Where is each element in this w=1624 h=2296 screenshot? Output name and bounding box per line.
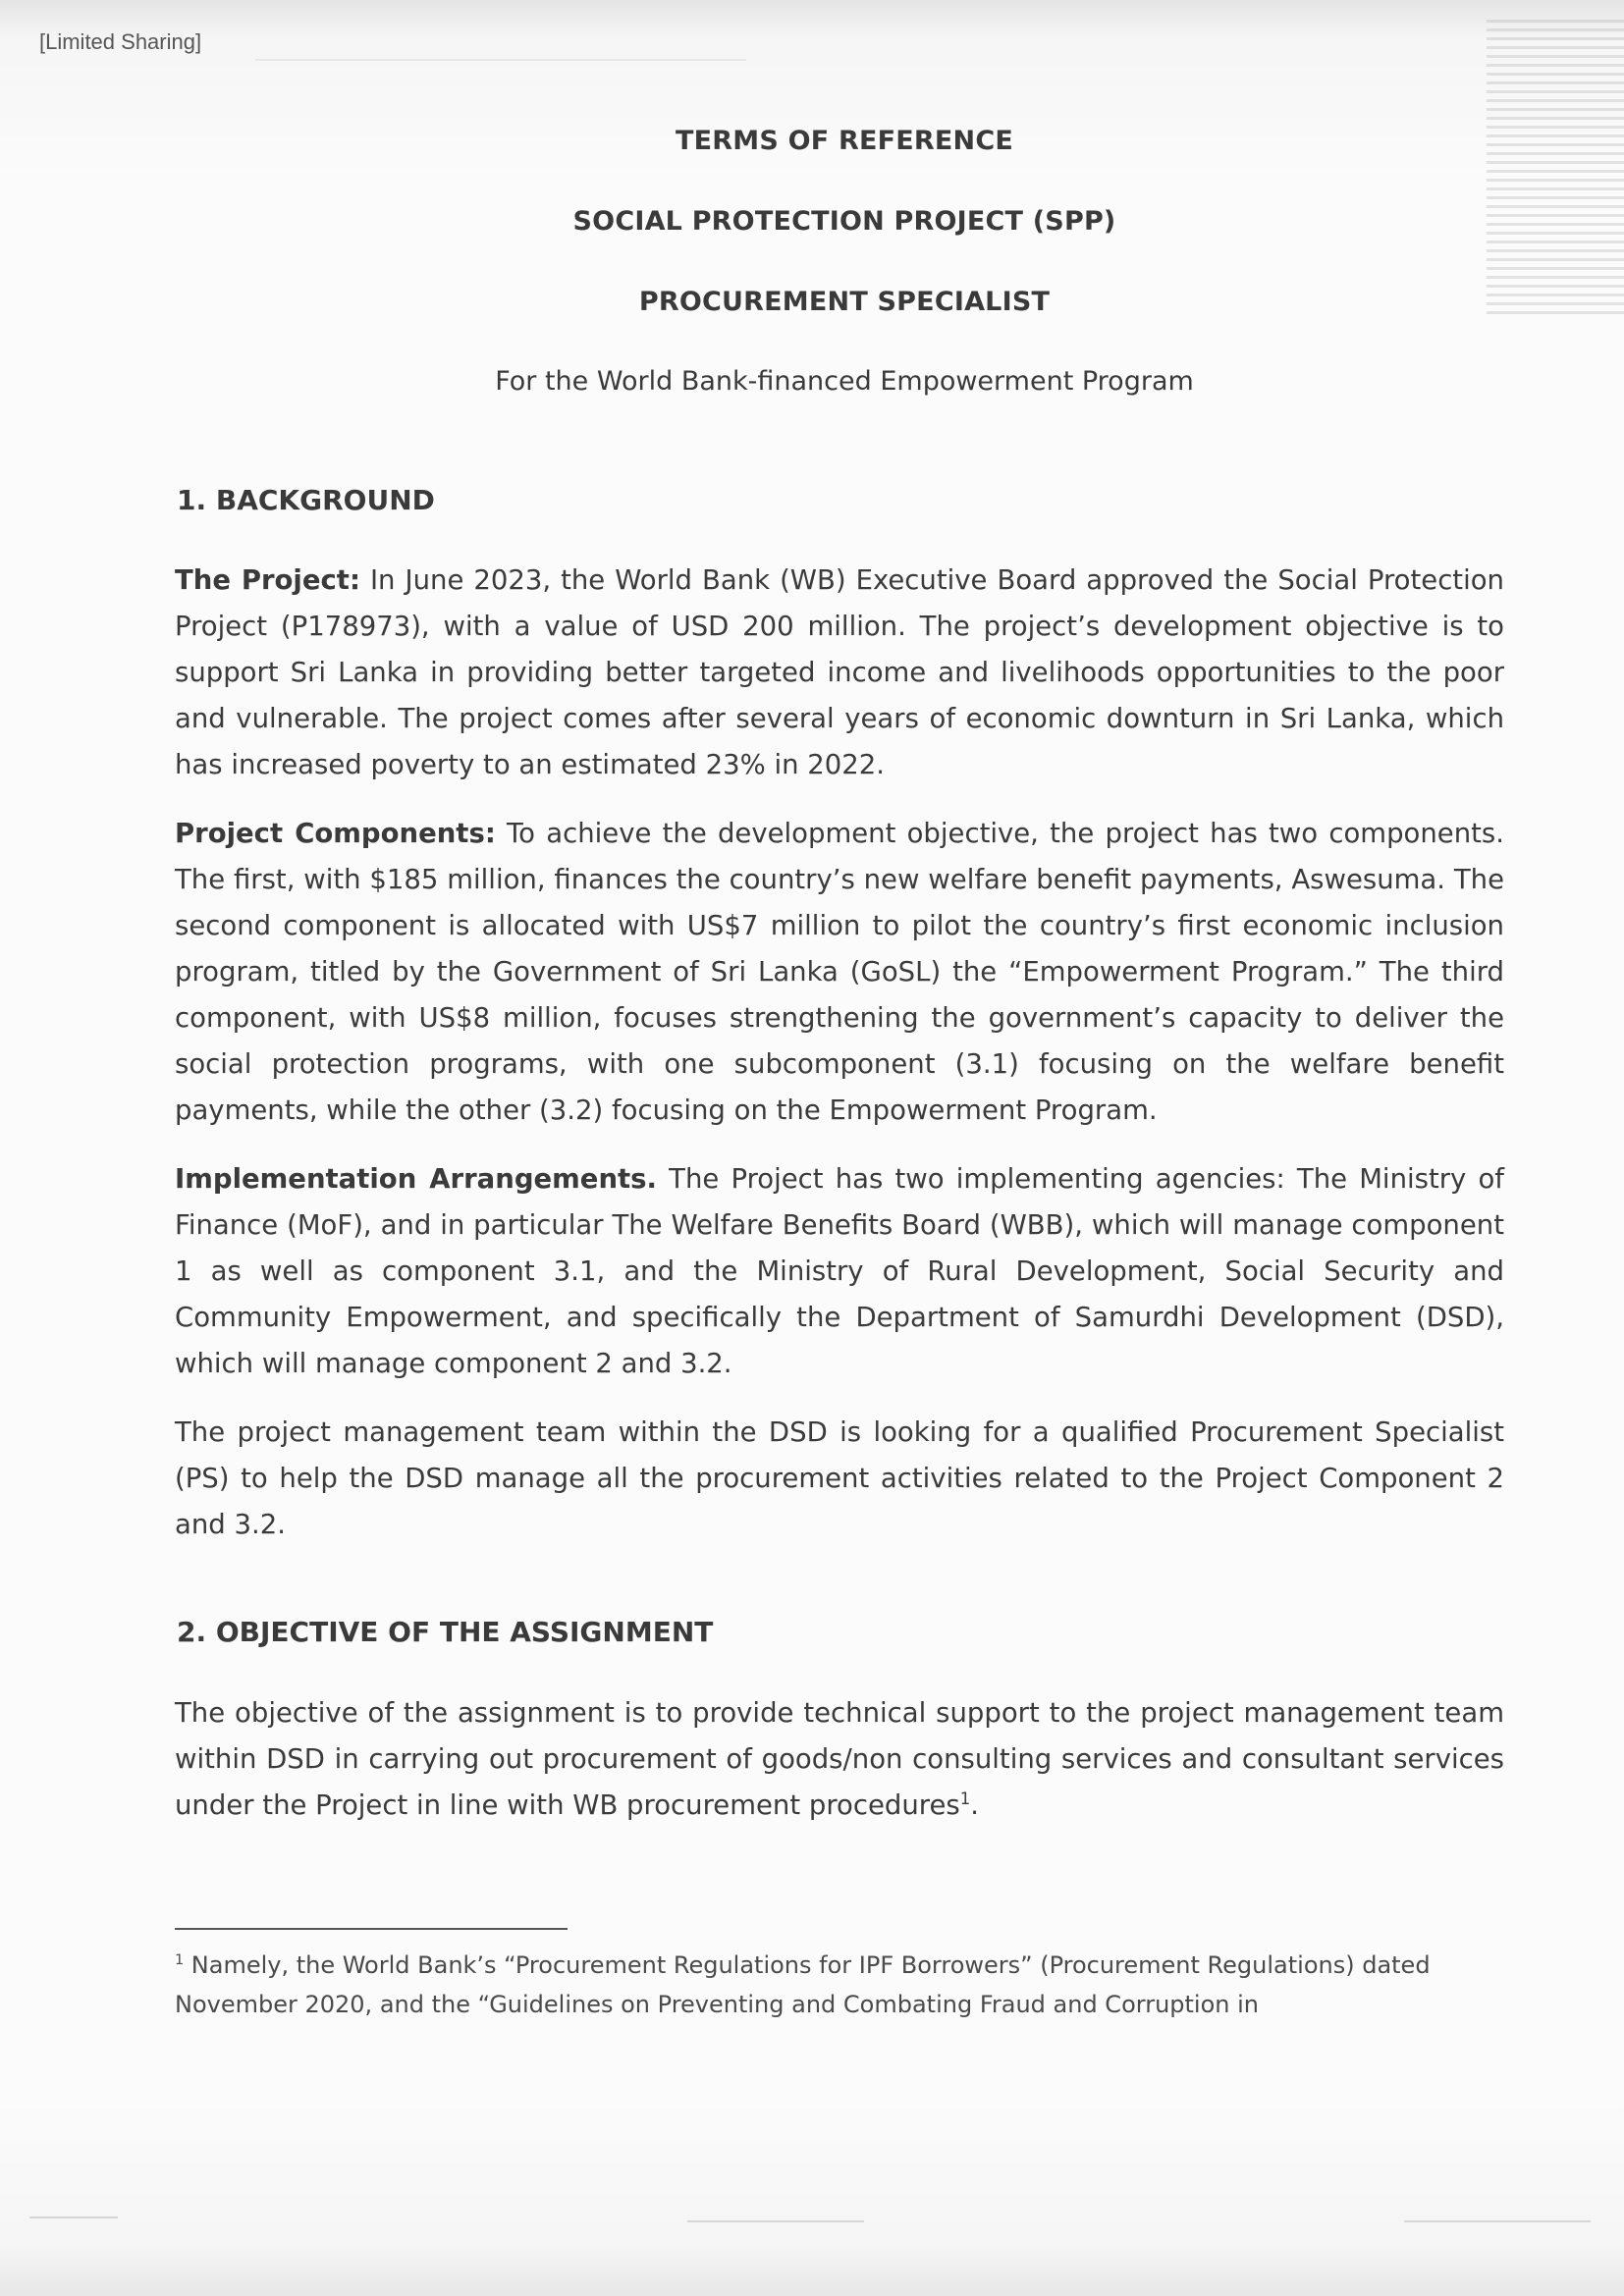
section-objective-title: 2. OBJECTIVE OF THE ASSIGNMENT (177, 1616, 714, 1648)
scan-streak (687, 2220, 864, 2222)
footnote-marker: 1 (175, 1952, 185, 1968)
footnote (175, 1946, 1530, 2024)
footnote-reference[interactable]: 1 (959, 1789, 971, 1808)
footnote-separator (175, 1928, 568, 1930)
section-background-title: 1. BACKGROUND (177, 484, 435, 516)
paragraph-implementation-arrangements (175, 1156, 1504, 1387)
scan-streak (29, 2216, 118, 2218)
scan-shading (1487, 20, 1624, 314)
paragraph-project-components (175, 811, 1504, 1134)
paragraph-text: In June 2023, the World Bank (WB) Executive Board approved the Social Protection Project (P178973), with a value of USD 200 million. The project’s development objective is to support Sri Lanka in providing better targeted income and livelihoods opportunities to the poor and vulnerable. The project comes after several years of economic downturn in Sri Lanka, which has increased poverty to an estimated 23% in 2022. (175, 564, 1504, 780)
footnote-text: Namely, the World Bank’s “Procurement Regulations for IPF Borrowers” (Procurement Regulations) dated November 2020, and the “Guidelines on Preventing and Combating Fraud and Corruption in (175, 1951, 1431, 2018)
paragraph-objective (175, 1690, 1504, 1829)
paragraph-the-project (175, 558, 1504, 788)
paragraph-text: The Project has two implementing agencies: The Ministry of Finance (MoF), and in particular The Welfare Benefits Board (WBB), which will manage component 1 as well as component 3.1, and the Ministry of Rural Development, Social Security and Community Empowerment, and specifically the Department of Samurdhi Development (DSD), which will manage component 2 and 3.2. (175, 1163, 1504, 1379)
paragraph-end: . (970, 1789, 979, 1821)
document-title: TERMS OF REFERENCE (676, 126, 1013, 156)
position-title: PROCUREMENT SPECIALIST (638, 287, 1051, 317)
paragraph-lead: Project Components: (175, 818, 496, 849)
paragraph-lead: Implementation Arrangements. (175, 1163, 657, 1195)
paragraph-text: To achieve the development objective, the project has two components. The first, with $185 million, finances the country’s new welfare benefit payments, Aswesuma. The second component is allocated with US$7 million to pilot the country’s first economic inclusion program, titled by the Government of Sri Lanka (GoSL) the “Empowerment Program.” The third component, with US$8 million, focuses strengthening the government’s capacity to deliver the social protection programs, with one subcomponent (3.1) focusing on the welfare benefit payments, while the other (3.2) focusing on the Empowerment Program. (175, 818, 1504, 1126)
project-title: SOCIAL PROTECTION PROJECT (SPP) (572, 206, 1116, 237)
paragraph-lead: The Project: (175, 564, 360, 596)
scan-streak (255, 59, 746, 61)
scan-streak (1404, 2220, 1591, 2222)
paragraph-text: The objective of the assignment is to provide technical support to the project management team within DSD in carrying out procurement of goods/non consulting services and consultant services under the Project in line with WB procurement procedures (175, 1697, 1504, 1821)
program-line: For the World Bank-financed Empowerment Program (495, 366, 1194, 397)
paragraph-pm-team: The project management team within the DSD is looking for a qualified Procurement Specialist (PS) to help the DSD manage all the procurement activities related to the Project Component 2 and 3.2. (175, 1416, 1504, 1540)
sharing-label: [Limited Sharing] (39, 29, 202, 54)
